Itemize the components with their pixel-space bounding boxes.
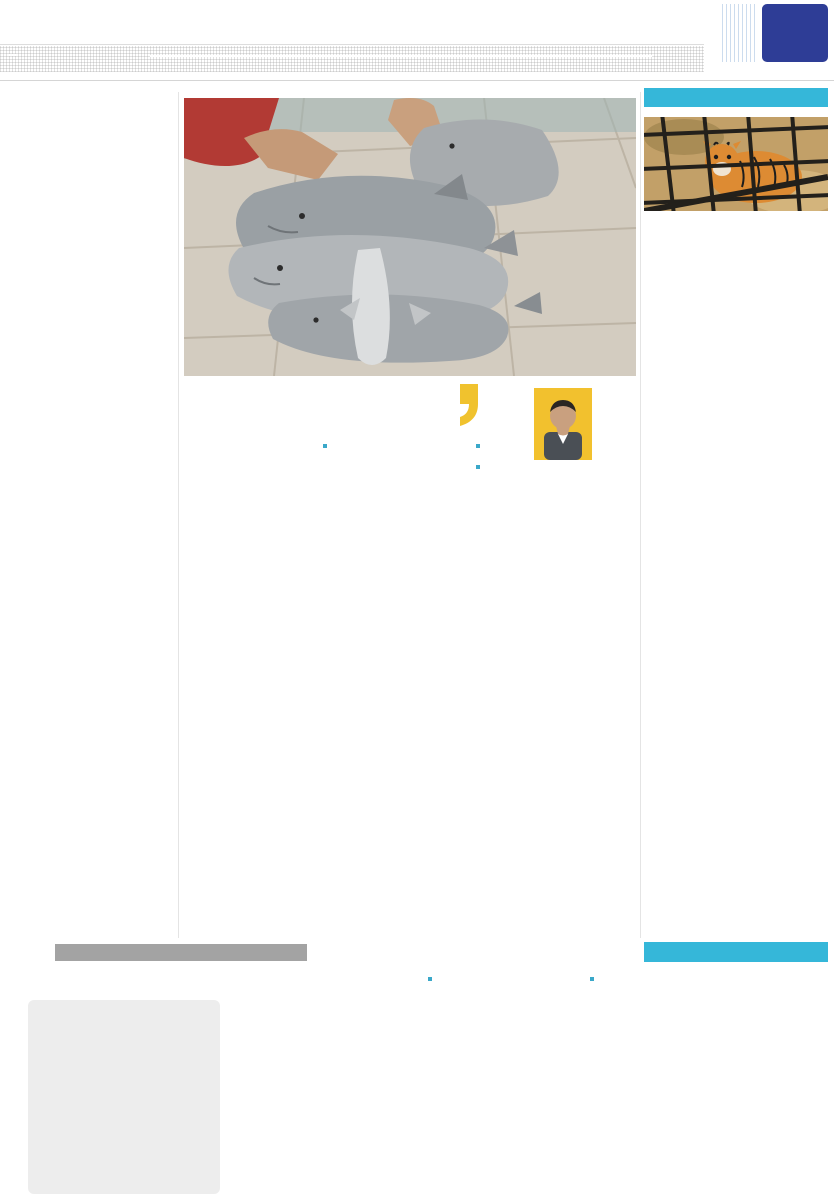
official-portrait-photo	[534, 388, 592, 460]
previous-solution-panel	[28, 1000, 220, 1194]
subheading-importance	[337, 442, 480, 455]
tiger-photo	[644, 117, 828, 211]
environment-sidebar	[644, 88, 828, 938]
header-divider-top	[0, 44, 704, 45]
date-line	[150, 55, 652, 57]
down-label	[220, 976, 432, 986]
bullet-icon	[323, 444, 327, 448]
across-clues	[434, 976, 594, 1188]
article-column-middle	[337, 434, 480, 836]
article-body	[184, 384, 636, 836]
header-divider-bottom	[0, 80, 834, 81]
column-rule-left	[178, 92, 179, 938]
header-dotted-band	[0, 46, 704, 72]
main-article	[184, 88, 636, 938]
bullet-icon	[476, 444, 480, 448]
subheading-species	[337, 463, 480, 476]
bullet-icon	[428, 977, 432, 981]
down-clues	[220, 976, 432, 1188]
qa-column	[8, 90, 176, 938]
article-column-left	[184, 434, 327, 836]
puzzle-title-bar	[644, 942, 828, 962]
designer-credit-bar	[55, 944, 307, 961]
article-lead-column	[490, 384, 636, 836]
bullet-icon	[590, 977, 594, 981]
qods-logo	[762, 4, 828, 62]
quote-icon	[454, 384, 480, 426]
sidebar-section-bar	[644, 88, 828, 107]
across-label	[434, 976, 594, 986]
subheading-threats	[184, 442, 327, 455]
bullet-icon	[476, 465, 480, 469]
article-left-block	[184, 384, 480, 836]
sharks-photo	[184, 98, 636, 376]
pull-quote	[184, 384, 480, 426]
column-rule-right	[640, 92, 641, 938]
site-url-link[interactable]	[8, 54, 16, 56]
article-columns	[184, 434, 480, 836]
page-number-block	[722, 4, 758, 62]
